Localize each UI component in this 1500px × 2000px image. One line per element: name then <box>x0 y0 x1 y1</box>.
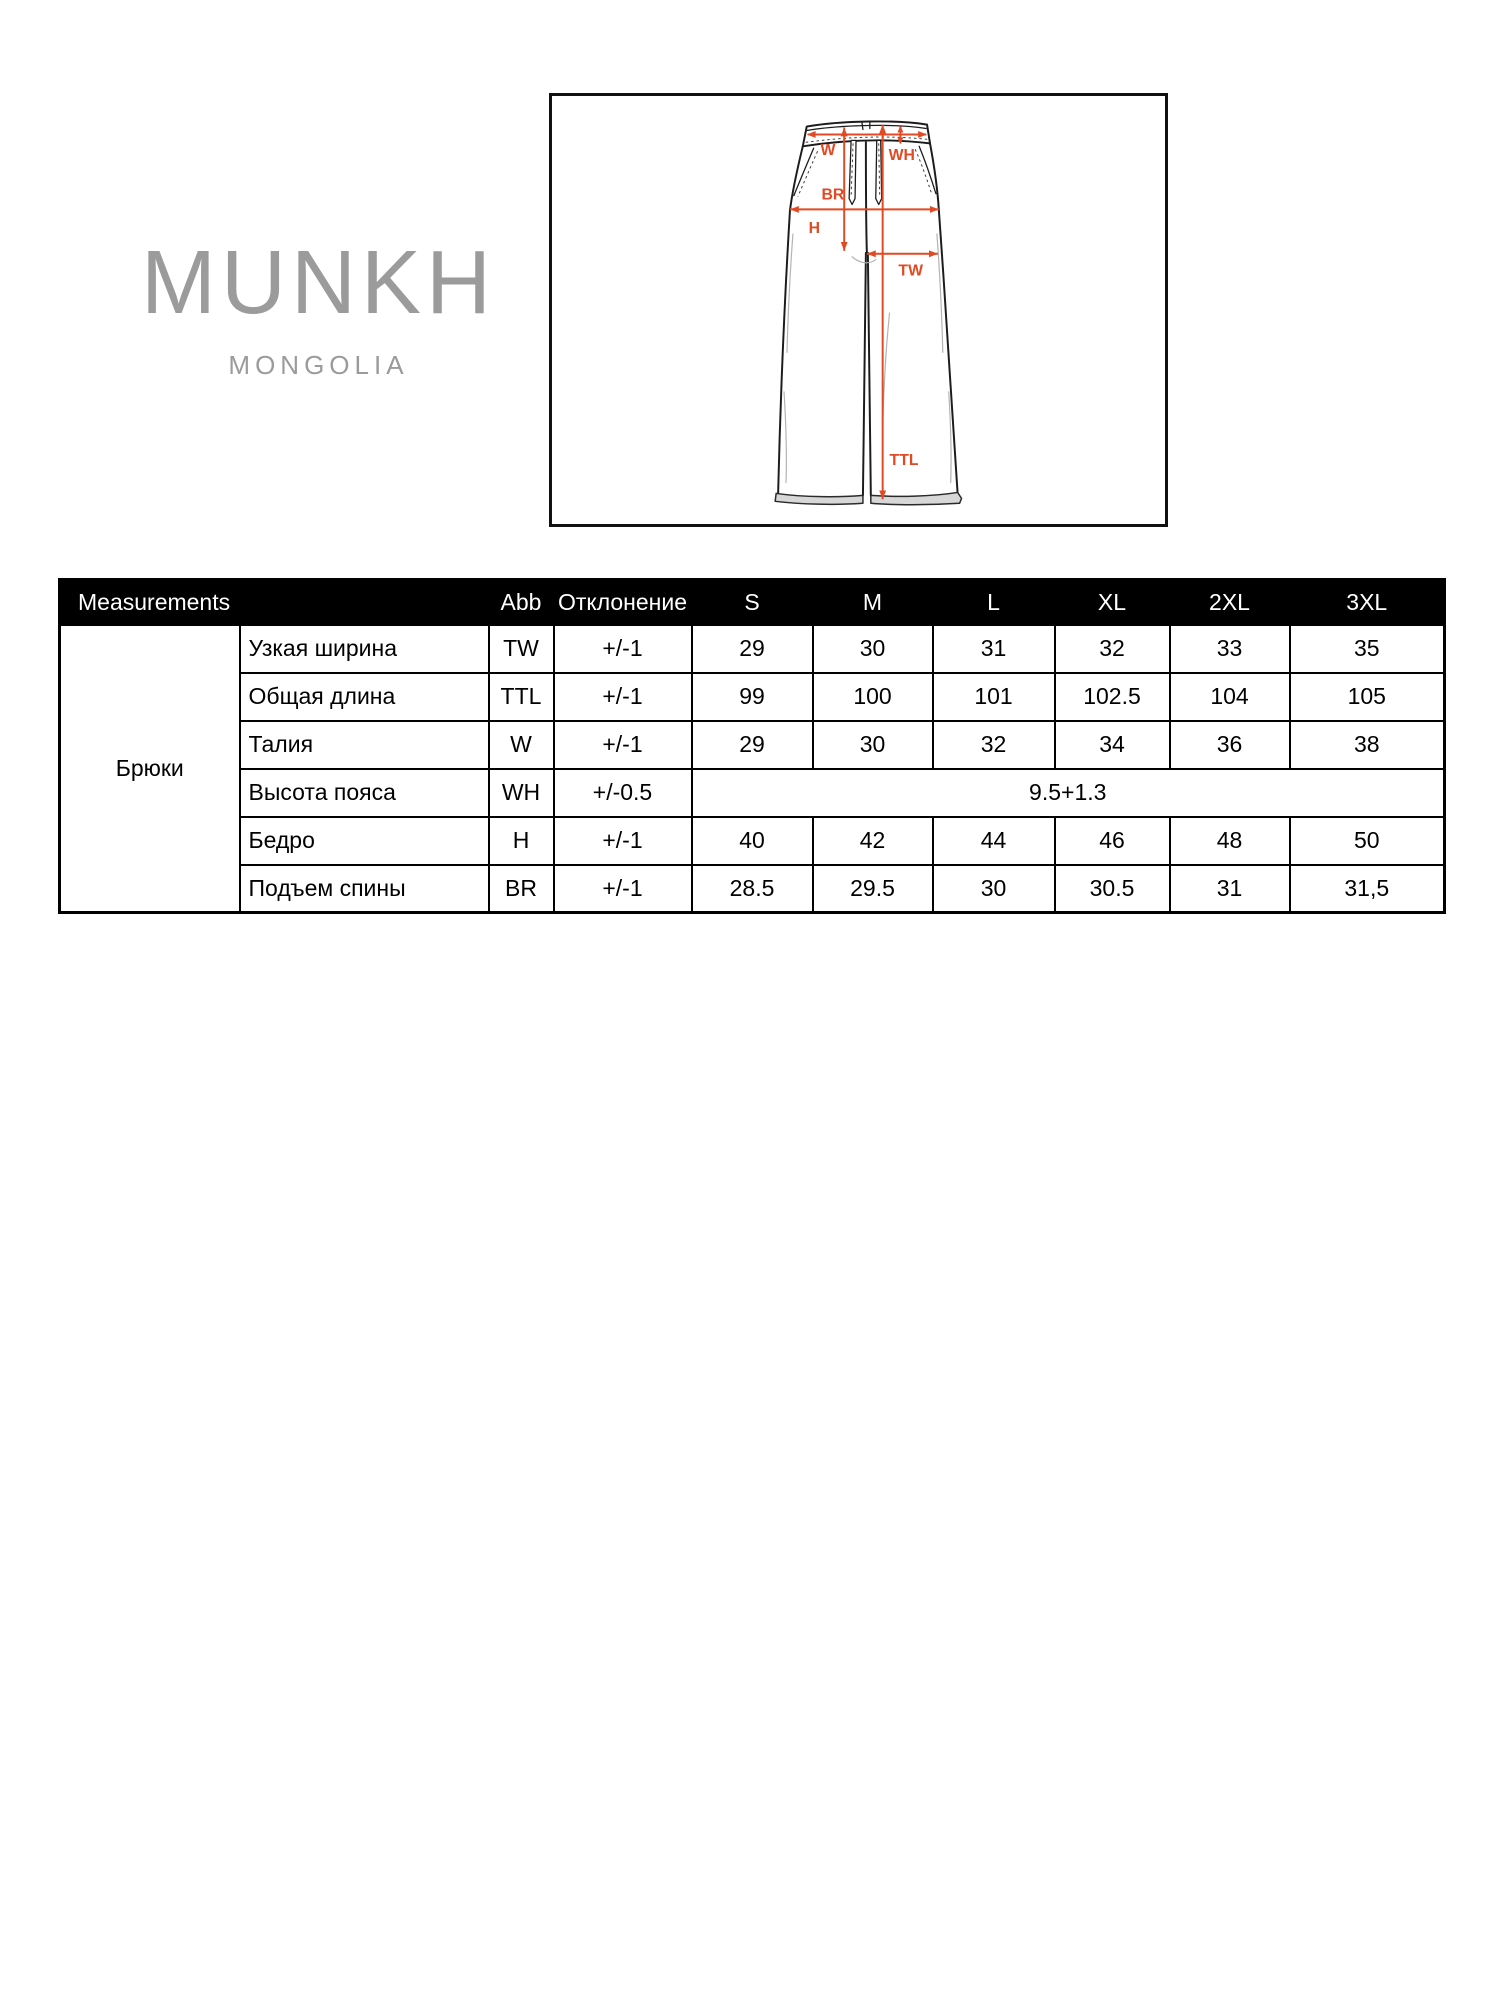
size-value: 35 <box>1290 625 1445 673</box>
size-value: 48 <box>1170 817 1290 865</box>
brand-logo <box>116 233 516 380</box>
size-value: 30 <box>933 865 1055 913</box>
table-row <box>60 673 1445 721</box>
label-br-icon: BR <box>821 186 845 204</box>
header-size-xl: XL <box>1055 580 1170 625</box>
size-value: 42 <box>813 817 933 865</box>
size-value: 32 <box>933 721 1055 769</box>
size-value: 29 <box>692 721 813 769</box>
measurement-name: Бедро <box>240 817 489 865</box>
label-h-icon: H <box>808 220 821 238</box>
label-wh-icon: WH <box>888 147 915 165</box>
header-size-3xl: 3XL <box>1290 580 1445 625</box>
size-value: 30 <box>813 625 933 673</box>
size-value: 29 <box>692 625 813 673</box>
deviation-cell: +/-1 <box>554 817 692 865</box>
header-size-l: L <box>933 580 1055 625</box>
abb-cell: W <box>489 721 554 769</box>
measurement-name: Общая длина <box>240 673 489 721</box>
size-value: 99 <box>692 673 813 721</box>
size-value: 104 <box>1170 673 1290 721</box>
size-value: 28.5 <box>692 865 813 913</box>
size-value: 34 <box>1055 721 1170 769</box>
table-row <box>60 817 1445 865</box>
category-cell: Брюки <box>60 625 240 913</box>
brand-subtitle: MONGOLIA <box>228 350 409 380</box>
size-value: 100 <box>813 673 933 721</box>
size-value: 44 <box>933 817 1055 865</box>
header-size-s: S <box>692 580 813 625</box>
size-value: 30.5 <box>1055 865 1170 913</box>
header-deviation: Отклонение <box>554 580 692 625</box>
header-measurements: Measurements <box>60 580 489 625</box>
size-value: 31 <box>933 625 1055 673</box>
deviation-cell: +/-1 <box>554 625 692 673</box>
label-tw-icon: TW <box>898 262 923 280</box>
size-value: 101 <box>933 673 1055 721</box>
table-row <box>60 769 1445 817</box>
size-value: 29.5 <box>813 865 933 913</box>
brand-name: MUNKH <box>141 233 496 333</box>
label-ttl-icon: TTL <box>889 451 919 469</box>
table-row <box>60 721 1445 769</box>
size-value: 38 <box>1290 721 1445 769</box>
abb-cell: H <box>489 817 554 865</box>
size-value: 46 <box>1055 817 1170 865</box>
size-value: 32 <box>1055 625 1170 673</box>
size-value: 36 <box>1170 721 1290 769</box>
header-abb: Abb <box>489 580 554 625</box>
table-row <box>60 625 1445 673</box>
size-value: 30 <box>813 721 933 769</box>
deviation-cell: +/-1 <box>554 721 692 769</box>
size-chart-table <box>58 578 1446 914</box>
size-value: 31,5 <box>1290 865 1445 913</box>
abb-cell: TTL <box>489 673 554 721</box>
measurement-name: Талия <box>240 721 489 769</box>
measurement-name: Высота пояса <box>240 769 489 817</box>
merged-size-value: 9.5+1.3 <box>692 769 1445 817</box>
table-header-row <box>60 580 1445 625</box>
size-value: 102.5 <box>1055 673 1170 721</box>
header-size-2xl: 2XL <box>1170 580 1290 625</box>
deviation-cell: +/-1 <box>554 673 692 721</box>
size-value: 40 <box>692 817 813 865</box>
abb-cell: TW <box>489 625 554 673</box>
size-value: 33 <box>1170 625 1290 673</box>
header-size-m: M <box>813 580 933 625</box>
table-row <box>60 865 1445 913</box>
measurement-name: Подъем спины <box>240 865 489 913</box>
pants-diagram-box <box>549 93 1168 527</box>
size-value: 50 <box>1290 817 1445 865</box>
measurement-name: Узкая ширина <box>240 625 489 673</box>
size-value: 31 <box>1170 865 1290 913</box>
pants-technical-drawing <box>552 96 1165 524</box>
abb-cell: BR <box>489 865 554 913</box>
size-value: 105 <box>1290 673 1445 721</box>
label-w-icon: W <box>820 142 836 160</box>
pants-outline <box>775 121 961 504</box>
deviation-cell: +/-0.5 <box>554 769 692 817</box>
abb-cell: WH <box>489 769 554 817</box>
deviation-cell: +/-1 <box>554 865 692 913</box>
